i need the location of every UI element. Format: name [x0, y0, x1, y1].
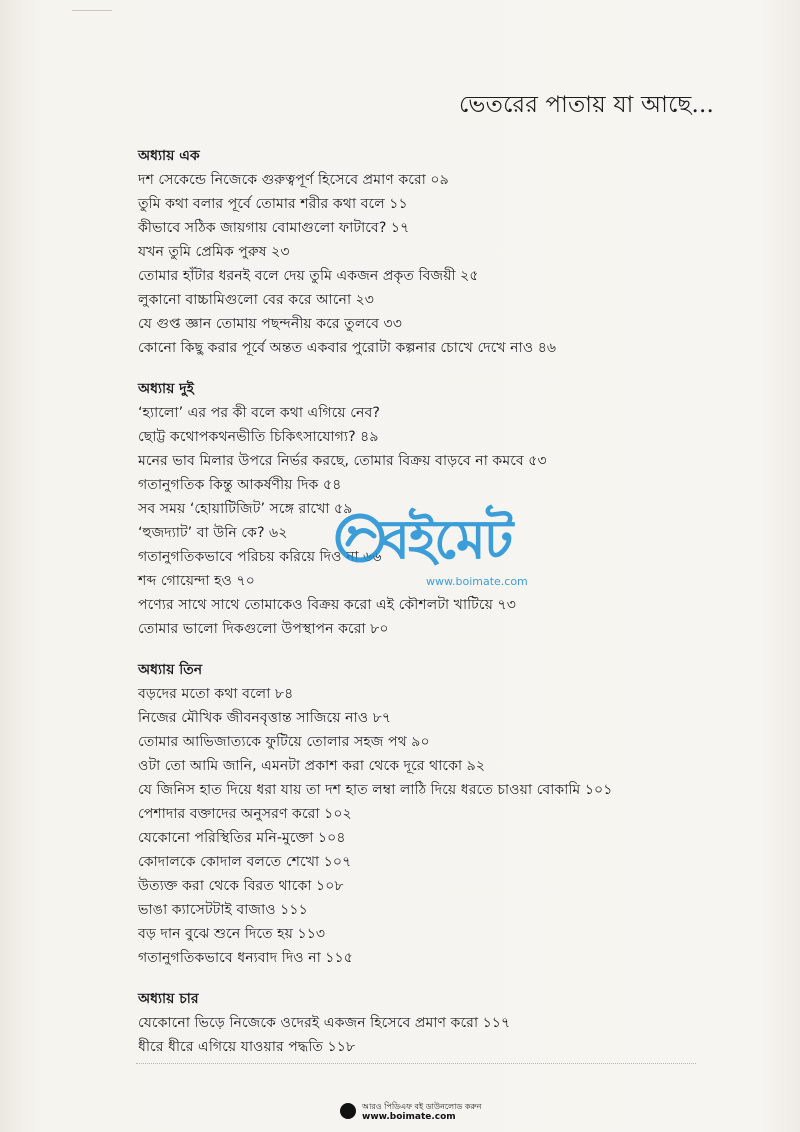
watermark-text: বইমেট [380, 508, 512, 571]
toc-entry: নিজের মৌখিক জীবনবৃত্তান্ত সাজিয়ে নাও ৮৭ [138, 710, 392, 726]
toc-entry: যেকোনো ভিড়ে নিজেকে ওদেরই একজন হিসেবে প্রমাণ করো ১১৭ [138, 1015, 511, 1031]
toc-entry: পণ্যের সাথে সাথে তোমাকেও বিক্রয় করো এই কৌশলটা খাটিয়ে ৭৩ [138, 597, 516, 613]
toc-entry: বড় দান বুঝে শুনে দিতে হয় ১১৩ [138, 926, 326, 942]
toc-entry: গতানুগতিক কিন্তু আকর্ষণীয় দিক ৫৪ [138, 477, 342, 493]
chapter-title: অধ্যায় তিন [138, 662, 203, 678]
chapter-title: অধ্যায় চার [138, 991, 199, 1007]
watermark [330, 498, 530, 618]
watermark-url: www.boimate.com [426, 575, 528, 588]
chapter-title: অধ্যায় দুই [138, 381, 194, 397]
toc-entry: সব সময় ‘হোয়াটিজিট’ সঙ্গে রাখো ৫৯ [138, 501, 353, 517]
toc-entry: গতানুগতিকভাবে পরিচয় করিয়ে দিও না ৬৬ [138, 549, 382, 565]
toc-entry: যে জিনিস হাত দিয়ে ধরা যায় তা দশ হাত লম্বা লাঠি দিয়ে ধরতে চাওয়া বোকামি ১০১ [138, 782, 613, 798]
toc-entry: বড়দের মতো কথা বলো ৮৪ [138, 686, 294, 702]
toc-entry: তুমি কথা বলার পূর্বে তোমার শরীর কথা বলে ১১ [138, 196, 408, 212]
toc-entry: ওটা তো আমি জানি, এমনটা প্রকাশ করা থেকে দূরে থাকো ৯২ [138, 758, 486, 774]
footer-branding [340, 1100, 540, 1124]
toc-entry: উত্যক্ত করা থেকে বিরত থাকো ১০৮ [138, 878, 344, 894]
toc-entry: গতানুগতিকভাবে ধন্যবাদ দিও না ১১৫ [138, 950, 353, 966]
toc-entry: ‘হুজদ্যাট’ বা উনি কে? ৬২ [138, 525, 288, 541]
toc-entry: কোদালকে কোদাল বলতে শেখো ১০৭ [138, 854, 352, 870]
toc-entry: তোমার আভিজাত্যকে ফুটিয়ে তোলার সহজ পথ ৯০ [138, 734, 430, 750]
toc-entry: ভাঙা ক্যাসেটটাই বাজাও ১১১ [138, 902, 308, 918]
toc-entry: ছোট্ট কথোপকথনভীতি চিকিৎসাযোগ্য? ৪৯ [138, 429, 379, 445]
boimate-logo-icon [340, 1103, 356, 1119]
chapter-3 [138, 658, 738, 970]
toc-entry: মনের ভাব মিলার উপরে নির্ভর করছে, তোমার বিক্রয় বাড়বে না কমবে ৫৩ [138, 453, 547, 469]
chapter-title: অধ্যায় এক [138, 148, 200, 164]
footer-download-text: আরও পিডিএফ বই ডাউনলোড করুন [362, 1102, 482, 1111]
page-edge-mark [72, 0, 112, 11]
footer-url: www.boimate.com [362, 1112, 456, 1122]
toc-entry: লুকানো বাচ্চামিগুলো বের করে আনো ২৩ [138, 292, 375, 308]
toc-entry: তোমার ভালো দিকগুলো উপস্থাপন করো ৮০ [138, 621, 389, 637]
page-title: ভেতরের পাতায় যা আছে... [458, 92, 714, 118]
chapter-1 [138, 144, 738, 360]
chapter-4 [138, 987, 738, 1059]
bottom-divider [136, 1063, 696, 1064]
toc-entry: পেশাদার বক্তাদের অনুসরণ করো ১০২ [138, 806, 352, 822]
toc-entry: কীভাবে সঠিক জায়গায় বোমাগুলো ফাটাবে? ১৭ [138, 220, 410, 236]
toc-entry: যখন তুমি প্রেমিক পুরুষ ২৩ [138, 244, 290, 260]
toc-entry: ‘হ্যালো’ এর পর কী বলে কথা এগিয়ে নেব? [138, 405, 380, 421]
toc-entry: তোমার হাঁটার ধরনই বলে দেয় তুমি একজন প্রকৃত বিজয়ী ২৫ [138, 268, 479, 284]
toc-entry: যে গুপ্ত জ্ঞান তোমায় পছন্দনীয় করে তুলবে ৩৩ [138, 316, 402, 332]
toc-entry: যেকোনো পরিস্থিতির মনি-মুক্তো ১০৪ [138, 830, 346, 846]
toc-entry: ধীরে ধীরে এগিয়ে যাওয়ার পদ্ধতি ১১৮ [138, 1039, 356, 1055]
toc-entry: শব্দ গোয়েন্দা হও ৭০ [138, 573, 255, 589]
toc-entry: কোনো কিছু করার পূর্বে অন্তত একবার পুরোটা কল্পনার চোখে দেখে নাও ৪৬ [138, 340, 557, 356]
toc-entry: দশ সেকেন্ডে নিজেকে গুরুত্বপূর্ণ হিসেবে প্রমাণ করো ০৯ [138, 172, 449, 188]
